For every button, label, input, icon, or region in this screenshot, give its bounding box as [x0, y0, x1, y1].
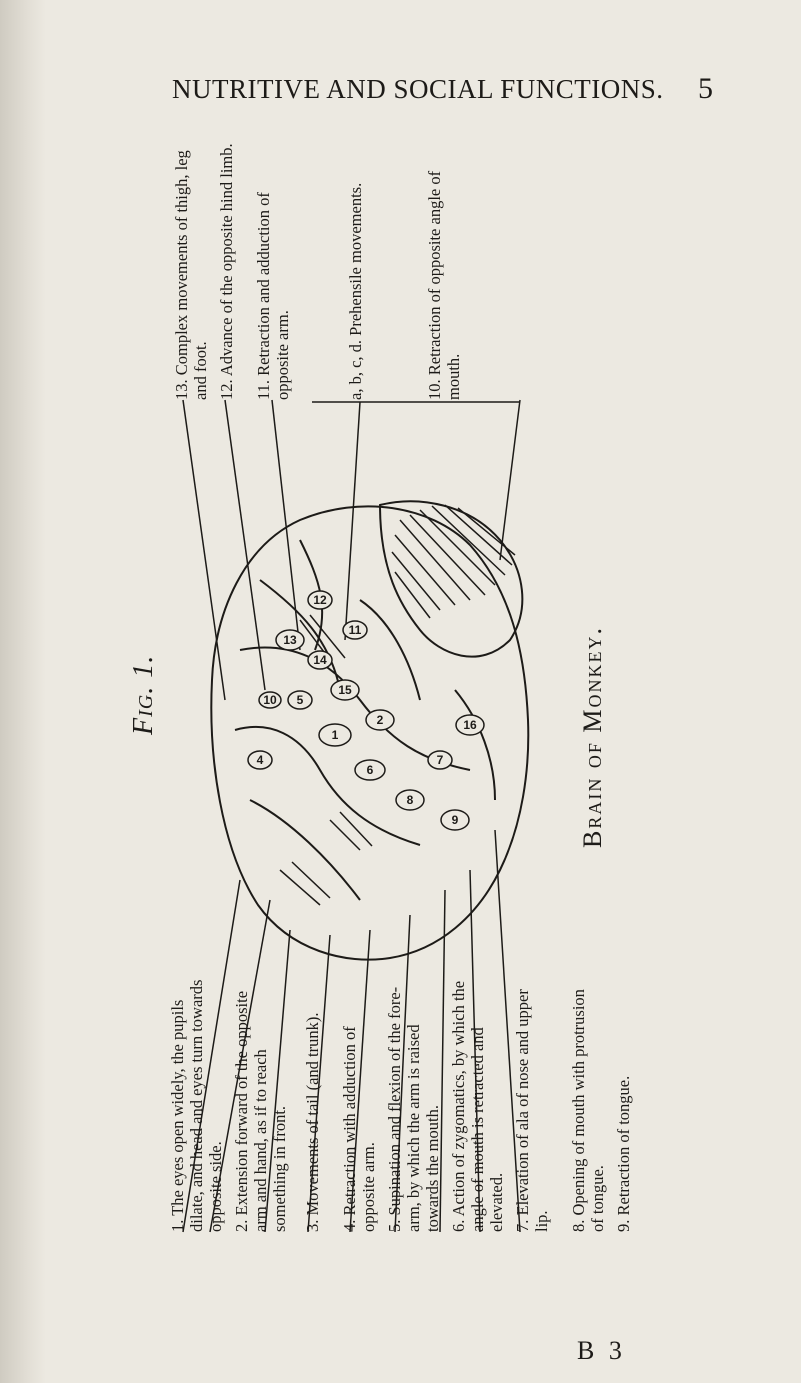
region-number: 6 [366, 763, 374, 777]
legend-top-item: 10. Retraction of opposite angle of mouth. [425, 170, 463, 400]
legend-bottom-item: 3. Movements of tail (and trunk). [303, 1012, 322, 1232]
region-number: 12 [313, 593, 327, 607]
legend-top-item: 11. Retraction and adduction of opposite arm. [254, 192, 292, 400]
legend-bottom-item: 7. Elevation of ala of nose and upper lip. [513, 989, 551, 1232]
legend-top-item: 12. Advance of the opposite hind limb. [217, 143, 236, 400]
signature-mark: B 3 [577, 1336, 626, 1365]
region-number: 15 [338, 683, 352, 697]
legend-top-item: a, b, c, d. Prehensile movements. [346, 182, 365, 400]
region-number: 8 [406, 793, 414, 807]
region-number: 1 [331, 728, 339, 742]
region-number: 14 [313, 653, 327, 667]
sulcus [455, 690, 495, 800]
figure-caption: Brain of Monkey. [578, 626, 607, 848]
region-number: 13 [283, 633, 297, 647]
region-number: 2 [376, 713, 384, 727]
legend-top-item: 13. Complex movements of thigh, leg and foot. [172, 150, 210, 400]
region-number: 7 [436, 753, 444, 767]
running-title: NUTRITIVE AND SOCIAL FUNCTIONS. [172, 74, 664, 104]
region-number: 5 [296, 693, 304, 707]
region-number: 4 [256, 753, 264, 767]
legend-bottom-item: 8. Opening of mouth with protrusion of tongue. [569, 989, 607, 1232]
region-number: 16 [463, 718, 477, 732]
legend-bottom-item: 6. Action of zygomatics, by which the angle of mouth is retracted and elevated. [449, 980, 506, 1232]
legend-bottom-item: 9. Retraction of tongue. [614, 1075, 633, 1232]
legend-bottom-item: 5. Supination and flexion of the fore-arm, by which the arm is raised towards the mouth. [385, 986, 442, 1232]
region-number: 10 [263, 693, 277, 707]
legend-bottom-item: 2. Extension forward of the opposite arm and hand, as if to reach something in front. [232, 990, 289, 1232]
legend-bottom-item: 1. The eyes open widely, the pupils dilate, and head and eyes turn towards opposite side. [168, 979, 225, 1232]
region-number: 9 [451, 813, 459, 827]
region-number: 11 [348, 623, 362, 637]
figure-label: Fig. 1. [128, 654, 159, 735]
page-number: 5 [698, 72, 713, 105]
sulcus [360, 600, 420, 700]
legend-bottom-item: 4. Retraction with adduction of opposite arm. [340, 1026, 378, 1232]
